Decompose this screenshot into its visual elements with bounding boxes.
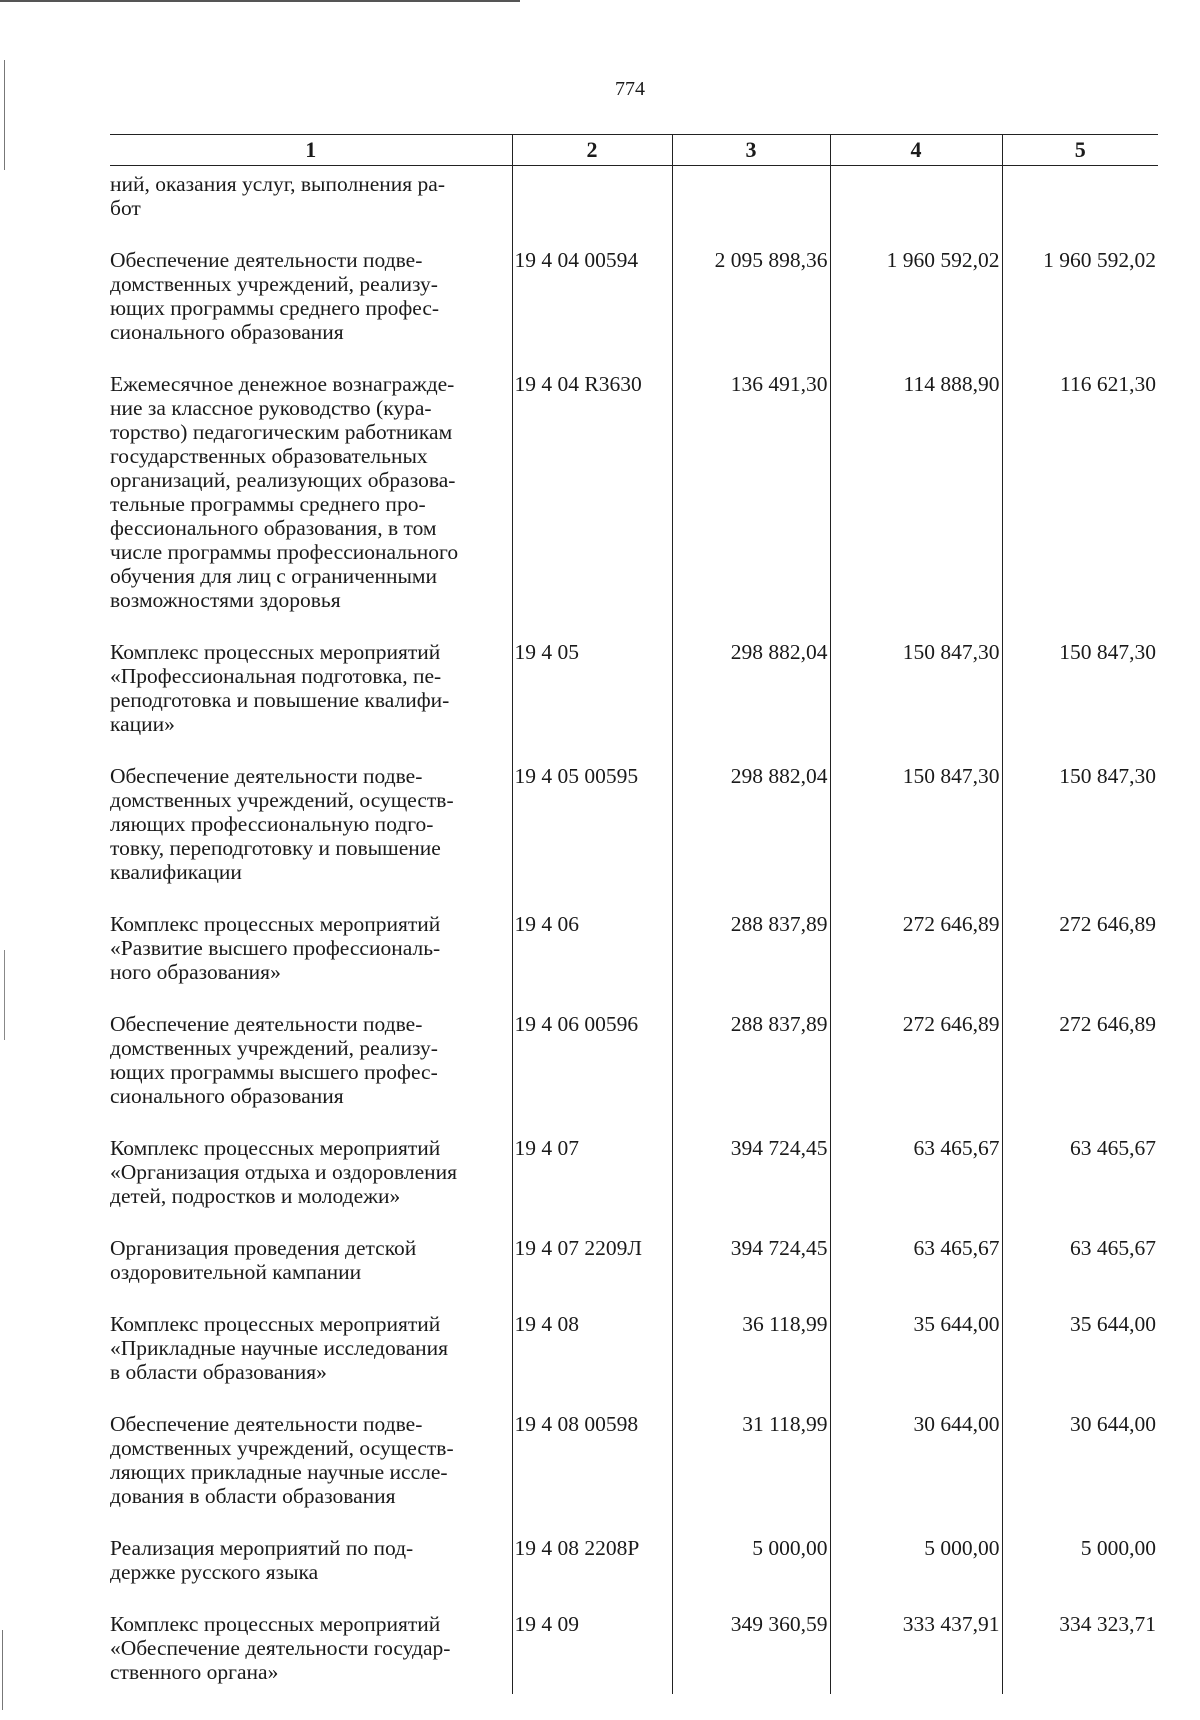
row-code-cell: 19 4 05 00595 [512,764,672,912]
row-value-cell-4 [830,166,1002,249]
row-value-cell-5: 150 847,30 [1002,640,1158,764]
row-value-cell-5: 30 644,00 [1002,1412,1158,1536]
row-value-cell-5 [1002,166,1158,249]
row-name-cell: Реализация мероприятий по под- держке русского языка [110,1536,414,1584]
row-code-cell: 19 4 07 [512,1136,672,1236]
row-value-cell-4: 150 847,30 [830,640,1002,764]
table-row [110,764,1158,912]
row-code-cell [512,166,672,249]
row-value-cell-3 [672,166,830,249]
row-value-cell-5: 35 644,00 [1002,1312,1158,1412]
column-header-2: 2 [512,135,672,166]
row-code-cell: 19 4 09 [512,1612,672,1694]
row-name-cell: Ежемесячное денежное вознагражде- ние за классное руководство (кура- торство) педагогическим работникам государственных образовательных организаций, реализующих образова- тельные программы среднего про- фессионального образования, в том числе программы профессионального обучения для лиц с ограниченными возможностями здоровья [110,372,459,612]
row-name-cell: Комплекс процессных мероприятий «Организация отдыха и оздоровления детей, подростков и молодежи» [110,1136,458,1208]
table-header [110,135,1158,166]
row-value-cell-4: 63 465,67 [830,1136,1002,1236]
row-code-cell: 19 4 06 00596 [512,1012,672,1136]
column-header-5: 5 [1002,135,1158,166]
row-value-cell-3: 2 095 898,36 [672,248,830,372]
row-value-cell-4: 150 847,30 [830,764,1002,912]
row-code-cell: 19 4 06 [512,912,672,1012]
column-header-3: 3 [672,135,830,166]
table-row [110,1612,1158,1694]
table-row [110,372,1158,640]
table-row [110,248,1158,372]
row-value-cell-4: 30 644,00 [830,1412,1002,1536]
row-name-cell: ний, оказания услуг, выполнения ра- бот [110,172,445,220]
table-row [110,1236,1158,1312]
row-value-cell-5: 63 465,67 [1002,1236,1158,1312]
row-value-cell-3: 136 491,30 [672,372,830,640]
row-value-cell-4: 5 000,00 [830,1536,1002,1612]
row-name-cell: Обеспечение деятельности подве- домственных учреждений, осуществ- ляющих профессиональную подго- товку, переподготовку и повышение квалификации [110,764,454,884]
row-value-cell-4: 114 888,90 [830,372,1002,640]
row-value-cell-3: 298 882,04 [672,640,830,764]
table-row [110,1136,1158,1236]
row-value-cell-5: 272 646,89 [1002,1012,1158,1136]
row-name-cell: Организация проведения детской оздоровительной кампании [110,1236,417,1284]
row-value-cell-3: 394 724,45 [672,1236,830,1312]
scan-edge-left [2,1630,3,1710]
row-value-cell-4: 333 437,91 [830,1612,1002,1694]
row-value-cell-4: 1 960 592,02 [830,248,1002,372]
row-value-cell-5: 5 000,00 [1002,1536,1158,1612]
row-value-cell-5: 150 847,30 [1002,764,1158,912]
row-value-cell-3: 288 837,89 [672,912,830,1012]
row-value-cell-5: 116 621,30 [1002,372,1158,640]
row-name-cell: Комплекс процессных мероприятий «Профессиональная подготовка, пе- реподготовка и повышение квалифи- кации» [110,640,450,736]
row-code-cell: 19 4 08 2208Р [512,1536,672,1612]
scan-edge-top [0,0,520,5]
row-code-cell: 19 4 08 00598 [512,1412,672,1536]
row-value-cell-3: 298 882,04 [672,764,830,912]
row-value-cell-3: 288 837,89 [672,1012,830,1136]
row-name-cell: Обеспечение деятельности подве- домственных учреждений, осуществ- ляющих прикладные научные иссле- дования в области образования [110,1412,454,1508]
row-name-cell: Обеспечение деятельности подве- домственных учреждений, реализу- ющих программы среднего профес- сионального образования [110,248,440,344]
row-name-cell: Комплекс процессных мероприятий «Обеспечение деятельности государ- ственного органа» [110,1612,451,1684]
table-body [110,166,1158,1695]
page-number: 774 [615,78,645,100]
row-code-cell: 19 4 08 [512,1312,672,1412]
row-value-cell-5: 334 323,71 [1002,1612,1158,1694]
scan-edge-left [4,60,5,170]
column-header-1: 1 [110,135,512,166]
table-row [110,166,1158,249]
row-value-cell-3: 31 118,99 [672,1412,830,1536]
table-row [110,912,1158,1012]
row-value-cell-4: 272 646,89 [830,912,1002,1012]
row-value-cell-5: 272 646,89 [1002,912,1158,1012]
row-value-cell-3: 36 118,99 [672,1312,830,1412]
row-value-cell-4: 272 646,89 [830,1012,1002,1136]
table-row [110,1536,1158,1612]
row-name-cell: Обеспечение деятельности подве- домственных учреждений, реализу- ющих программы высшего профес- сионального образования [110,1012,438,1108]
row-value-cell-4: 35 644,00 [830,1312,1002,1412]
row-code-cell: 19 4 04 R3630 [512,372,672,640]
table-row [110,1012,1158,1136]
row-value-cell-4: 63 465,67 [830,1236,1002,1312]
row-value-cell-3: 5 000,00 [672,1536,830,1612]
row-value-cell-5: 1 960 592,02 [1002,248,1158,372]
row-value-cell-3: 394 724,45 [672,1136,830,1236]
table-row [110,640,1158,764]
budget-table [110,134,1158,1694]
row-name-cell: Комплекс процессных мероприятий «Развитие высшего профессиональ- ного образования» [110,912,441,984]
table-row [110,1412,1158,1536]
row-code-cell: 19 4 05 [512,640,672,764]
row-value-cell-5: 63 465,67 [1002,1136,1158,1236]
row-code-cell: 19 4 04 00594 [512,248,672,372]
header-row [110,135,1158,166]
row-name-cell: Комплекс процессных мероприятий «Прикладные научные исследования в области образования» [110,1312,449,1384]
column-header-4: 4 [830,135,1002,166]
row-value-cell-3: 349 360,59 [672,1612,830,1694]
table-row [110,1312,1158,1412]
scan-edge-left [4,950,5,1040]
row-code-cell: 19 4 07 2209Л [512,1236,672,1312]
